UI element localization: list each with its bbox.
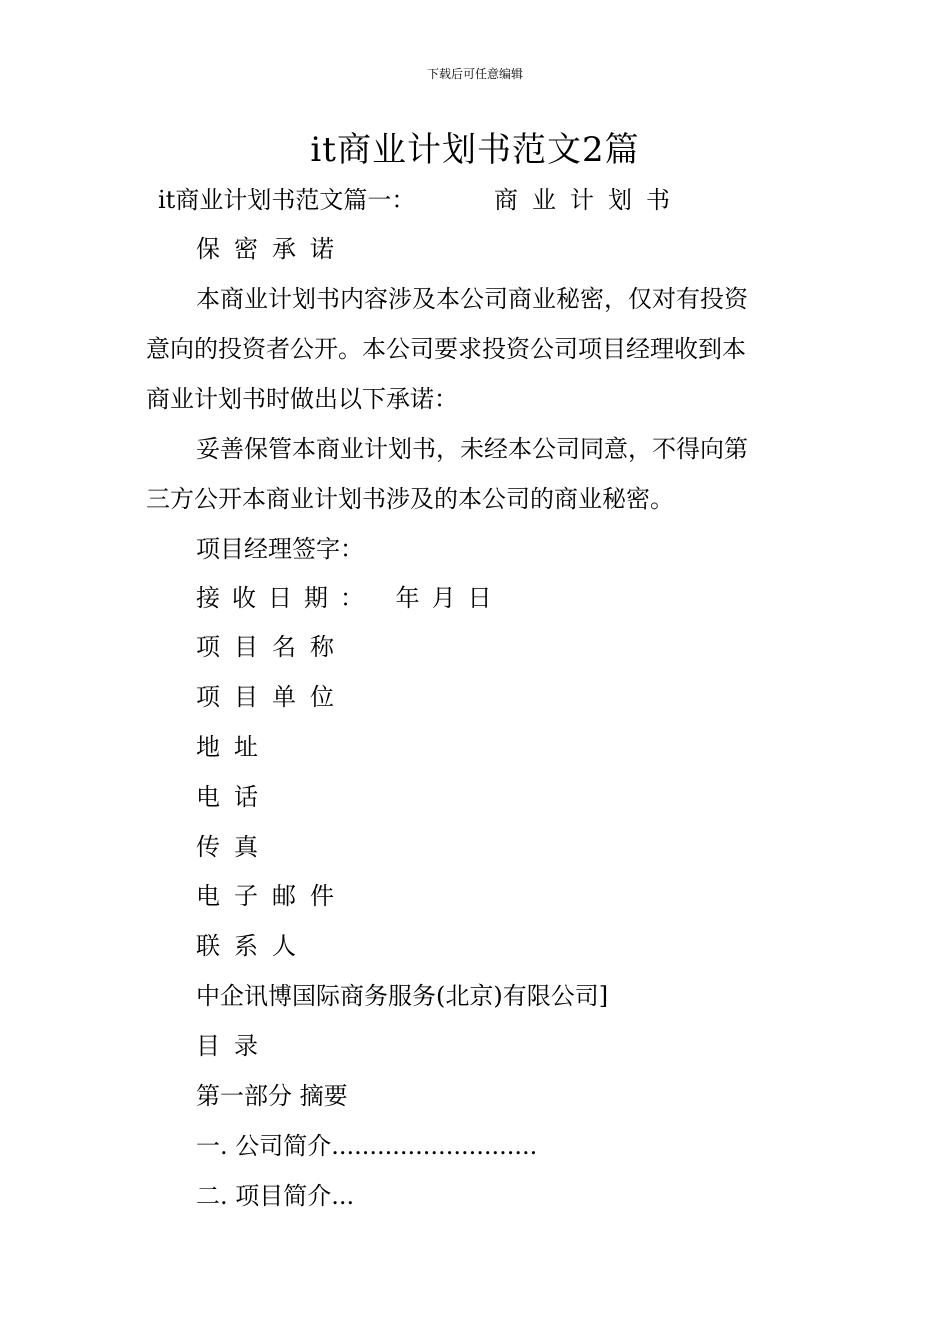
fax-label: 传真 (196, 833, 272, 861)
paragraph-1-line-3: 商业计划书时做出以下承诺： (146, 385, 458, 413)
document-title: it商业计划书范文2篇 (310, 130, 640, 170)
toc-part-1: 第一部分 摘要 (196, 1082, 348, 1110)
paragraph-1-line-2: 意向的投资者公开。本公司要求投资公司项目经理收到本 (146, 335, 746, 363)
subtitle-right: 商业计划书 (494, 186, 684, 214)
email-label: 电子邮件 (196, 882, 348, 910)
project-name-label: 项目名称 (196, 633, 348, 661)
confidential-heading: 保密承诺 (196, 235, 348, 263)
address-label: 地址 (196, 733, 272, 761)
paragraph-2-line-1: 妥善保管本商业计划书，未经本公司同意，不得向第 (196, 435, 748, 463)
project-unit-label: 项目单位 (196, 683, 348, 711)
toc-heading: 目录 (196, 1032, 272, 1060)
phone-label: 电话 (196, 783, 272, 811)
receive-date-line: 接收日期： 年月日 (196, 584, 504, 612)
page-header-note: 下载后可任意编辑 (426, 67, 523, 81)
paragraph-1-line-1: 本商业计划书内容涉及本公司商业秘密，仅对有投资 (196, 285, 748, 313)
toc-item-1: 一. 公司简介........................... (196, 1132, 538, 1160)
toc-item-2: 二. 项目简介... (196, 1182, 355, 1210)
company-name: 中企讯博国际商务服务(北京)有限公司] (196, 982, 609, 1010)
paragraph-2-line-2: 三方公开本商业计划书涉及的本公司的商业秘密。 (146, 485, 674, 513)
signature-line: 项目经理签字： (196, 535, 364, 563)
subtitle-left: it商业计划书范文篇一： (158, 186, 416, 214)
contact-label: 联系人 (196, 932, 310, 960)
